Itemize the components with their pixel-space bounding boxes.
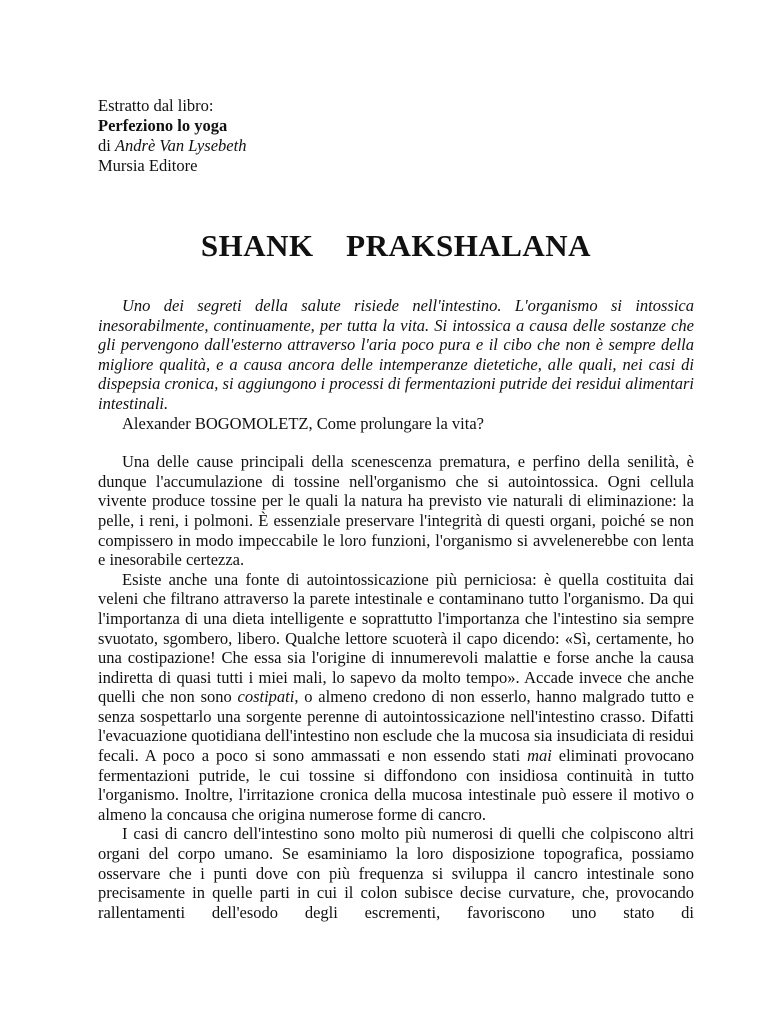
excerpt-label: Estratto dal libro: <box>98 96 214 115</box>
author-line <box>98 136 694 156</box>
body-text <box>98 452 694 922</box>
epigraph-quote: Uno dei segreti della salute risiede nell'intestino. L'organismo si intossica inesorabilmente, continuamente, per tutta la vita. Si intossica a causa delle sostanze che gli pervengono dall'esterno attraverso l'aria poco pura e il cibo che non è sempre della migliore qualità, e a causa ancora delle intemperanze dietetiche, alle quali, nei casi di dispepsia cronica, si aggiungono i processi di fermentazioni putride dei residui alimentari intestinali. <box>98 296 694 413</box>
publisher: Mursia Editore <box>98 156 198 175</box>
author-prefix: di <box>98 136 115 155</box>
document-page <box>98 96 694 922</box>
emphasis-mai: mai <box>527 746 552 766</box>
paragraph-1: Una delle cause principali della scenescenza prematura, e perfino della senilità, è dunque l'accumulazione di tossine nell'organismo che si autointossica. Ogni cellula vivente produce tossine per le quali la natura ha previsto vie naturali di eliminazione: la pelle, i reni, i polmoni. È essenziale preservare l'integrità di questi organi, poiché se non compissero in modo impeccabile le loro funzioni, l'organismo si avvelenerebbe con lenta e inesorabile certezza. <box>98 452 694 570</box>
emphasis-costipati: costipati <box>237 687 295 707</box>
author-name: Andrè Van Lysebeth <box>114 136 247 155</box>
paragraph-2-part-c: eliminati provocano fermentazioni putride, le cui tossine si diffondono con insidiosa continuità in tutto l'organismo. Inoltre, l'irritazione cronica della mucosa intestinale può essere il motivo o almeno la concausa che origina numerose forme di cancro. <box>98 746 694 824</box>
book-title: Perfeziono lo yoga <box>98 116 228 135</box>
paragraph-2-part-a: Esiste anche una fonte di autointossicazione più perniciosa: è quella costituita dai veleni che filtrano attraverso la parete intestinale e contaminano tutto l'organismo. Da qui l'importanza di una dieta intelligente e soprattutto l'importanza che l'intestino sia sempre svuotato, sgombero, libero. Qualche lettore scuoterà il capo dicendo: «Sì, certamente, ho una costipazione! Che essa sia l'origine di innumerevoli malattie e forse anche la causa indiretta di quasi tutti i miei mali, lo sapevo da molto tempo». Accade invece che anche quelli che non sono <box>98 569 694 707</box>
paragraph-2-part-b: , o almeno credono di non esserlo, hanno malgrado tutto e senza sospettarlo una sorgente perenne di autointossicazione nell'intestino crasso. Difatti l'evacuazione quotidiana dell'intestino non esclude che la mucosa sia insudiciata di residui fecali. A poco a poco si sono ammassati e non essendo stati <box>98 687 694 766</box>
paragraph-2 <box>98 570 694 825</box>
document-title: SHANK PRAKSHALANA <box>200 228 592 263</box>
paragraph-3: I casi di cancro dell'intestino sono molto più numerosi di quelli che colpiscono altri organi del corpo umano. Se esaminiamo la loro disposizione topografica, possiamo osservare che i punti dove con più frequenza si sviluppa il cancro intestinale sono precisamente in quelle parti in cui il colon subisce decise curvature, che, provocando rallentamenti dell'esodo degli escrementi, favoriscono uno stato di <box>98 824 694 922</box>
book-citation <box>98 96 694 176</box>
epigraph-attribution: Alexander BOGOMOLETZ, Come prolungare la vita? <box>122 413 484 433</box>
